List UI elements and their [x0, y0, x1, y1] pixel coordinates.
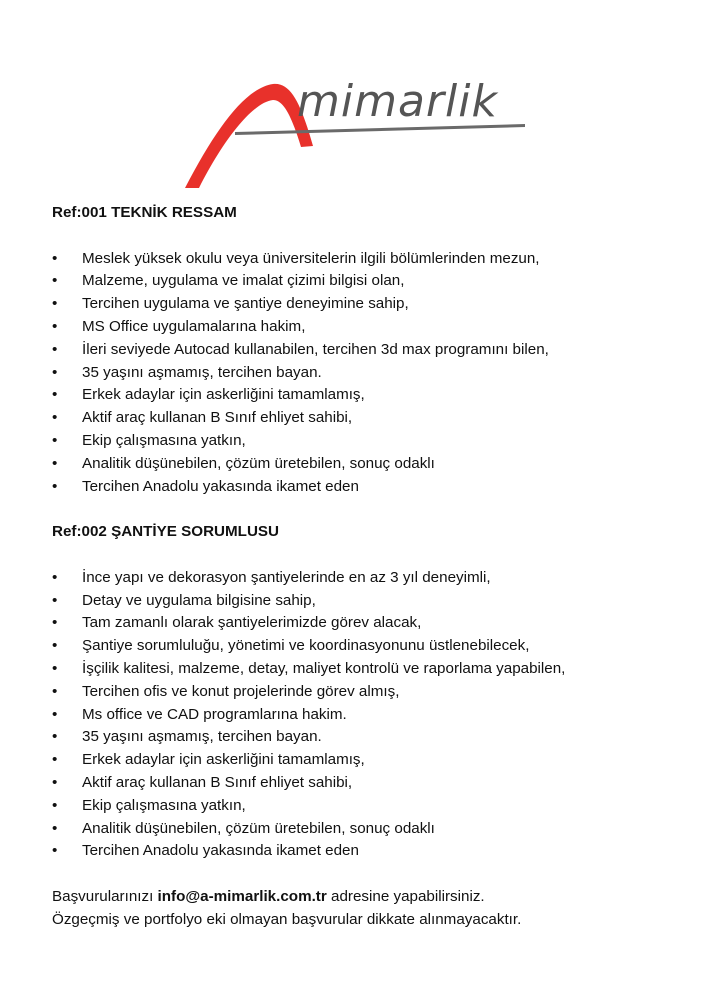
list-item: • Aktif araç kullanan B Sınıf ehliyet sahibi,: [52, 407, 692, 430]
job-listing: [52, 202, 692, 932]
list-item: • Ekip çalışmasına yatkın,: [52, 795, 692, 818]
ref002-requirements: [52, 567, 692, 863]
list-item: • Şantiye sorumluluğu, yönetimi ve koordinasyonunu üstlenebilecek,: [52, 635, 692, 658]
list-item: • Tercihen ofis ve konut projelerinde görev almış,: [52, 681, 692, 704]
company-logo: [185, 70, 530, 195]
a-arch-logo-icon: [185, 70, 530, 195]
list-item: • Detay ve uygulama bilgisine sahip,: [52, 590, 692, 613]
spacer: [52, 498, 692, 521]
list-item: • Tercihen Anadolu yakasında ikamet eden: [52, 840, 692, 863]
list-item: • Erkek adaylar için askerliğini tamamlamış,: [52, 749, 692, 772]
spacer: [52, 225, 692, 248]
spacer: [52, 544, 692, 567]
list-item: • İşçilik kalitesi, malzeme, detay, maliyet kontrolü ve raporlama yapabilen,: [52, 658, 692, 681]
application-note: [52, 886, 692, 909]
spacer: [52, 863, 692, 886]
ref001-title: Ref:001 TEKNİK RESSAM: [52, 204, 237, 221]
application-note-prefix: Başvurularınızı: [52, 887, 158, 905]
list-item: • Tam zamanlı olarak şantiyelerimizde görev alacak,: [52, 612, 692, 635]
list-item: • Aktif araç kullanan B Sınıf ehliyet sahibi,: [52, 772, 692, 795]
portfolio-note: Özgeçmiş ve portfolyo eki olmayan başvurular dikkate alınmayacaktır.: [52, 910, 522, 928]
ref002-title: Ref:002 ŞANTİYE SORUMLUSU: [52, 523, 280, 541]
ref001-requirements: [52, 248, 692, 499]
list-item: • Tercihen Anadolu yakasında ikamet eden: [52, 476, 692, 499]
list-item: • Tercihen uygulama ve şantiye deneyimine sahip,: [52, 293, 692, 316]
list-item: • Analitik düşünebilen, çözüm üretebilen, sonuç odaklı: [52, 818, 692, 841]
list-item: • 35 yaşını aşmamış, tercihen bayan.: [52, 726, 692, 749]
list-item: • Erkek adaylar için askerliğini tamamlamış,: [52, 384, 692, 407]
application-note-suffix: adresine yapabilirsiniz.: [326, 887, 485, 905]
list-item: • Ekip çalışmasına yatkın,: [52, 430, 692, 453]
list-item: • İnce yapı ve dekorasyon şantiyelerinde en az 3 yıl deneyimli,: [52, 567, 692, 590]
list-item: • Ms office ve CAD programlarına hakim.: [52, 704, 692, 727]
logo-wordmark: mimarlik: [297, 76, 498, 127]
list-item: • İleri seviyede Autocad kullanabilen, tercihen 3d max programını bilen,: [52, 339, 692, 362]
contact-email[interactable]: info@a-mimarlik.com.tr: [157, 887, 327, 905]
list-item: • Meslek yüksek okulu veya üniversitelerin ilgili bölümlerinden mezun,: [52, 248, 692, 271]
list-item: • Analitik düşünebilen, çözüm üretebilen, sonuç odaklı: [52, 453, 692, 476]
list-item: • 35 yaşını aşmamış, tercihen bayan.: [52, 362, 692, 385]
list-item: • MS Office uygulamalarına hakim,: [52, 316, 692, 339]
list-item: • Malzeme, uygulama ve imalat çizimi bilgisi olan,: [52, 270, 692, 293]
